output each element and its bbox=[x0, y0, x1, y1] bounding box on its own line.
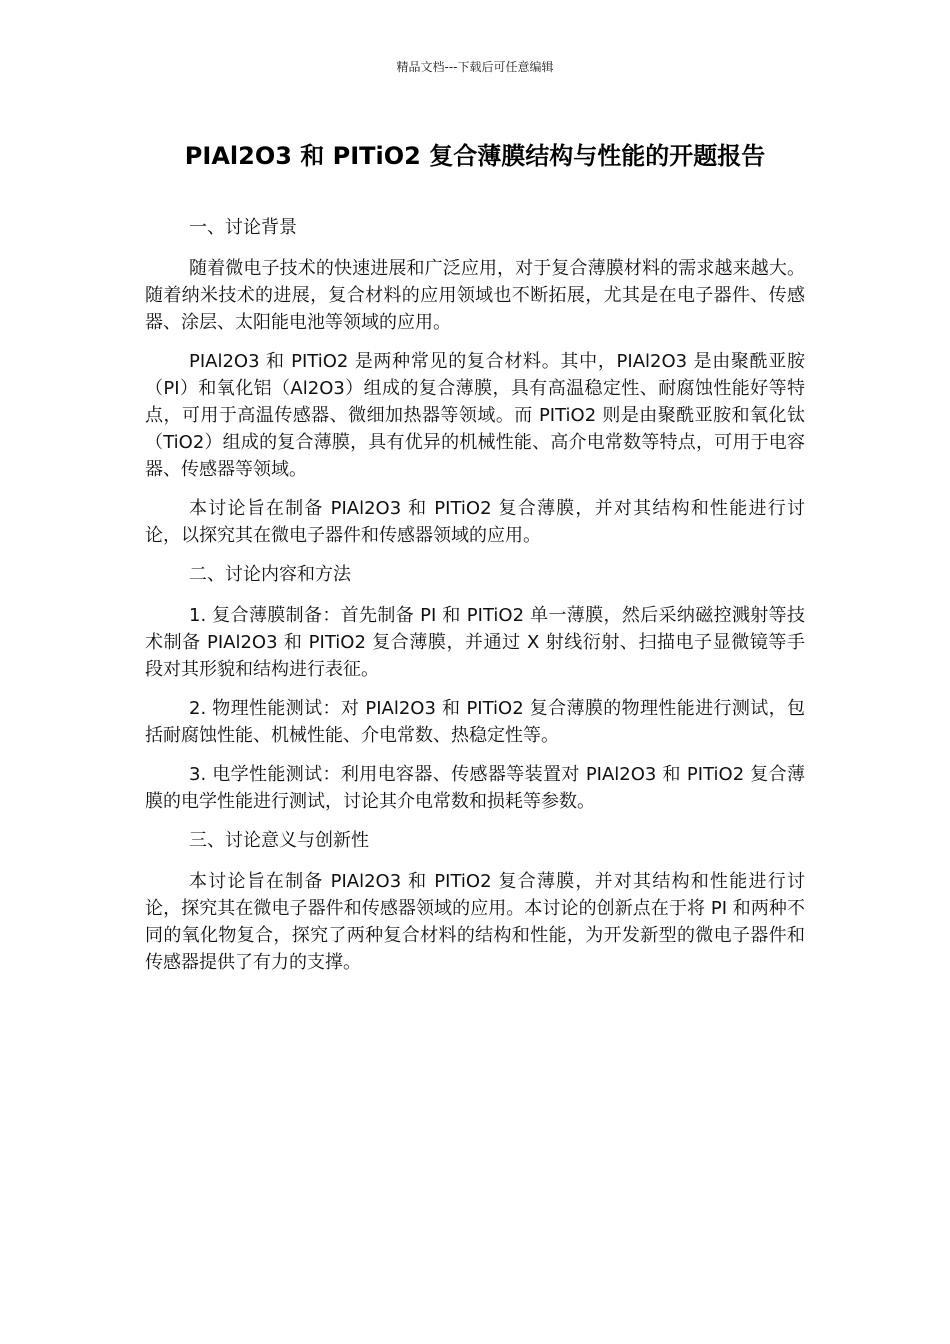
section-heading: 二、讨论内容和方法 bbox=[189, 564, 351, 585]
section-heading: 三、讨论意义与创新性 bbox=[189, 830, 369, 851]
header-note: 精品文档---下载后可任意编辑 bbox=[396, 60, 554, 74]
paragraph: 1. 复合薄膜制备：首先制备 PI 和 PITiO2 单一薄膜，然后采纳磁控溅射等技术制备 PIAl2O3 和 PITiO2 复合薄膜，并通过 X 射线衍射、扫描电子显微镜等手段对其形貌和结构进行表征。 bbox=[145, 605, 805, 680]
document-body bbox=[145, 214, 805, 988]
paragraph: 2. 物理性能测试：对 PIAl2O3 和 PITiO2 复合薄膜的物理性能进行测试，包括耐腐蚀性能、机械性能、介电常数、热稳定性等。 bbox=[145, 698, 805, 746]
paragraph: 本讨论旨在制备 PIAl2O3 和 PITiO2 复合薄膜，并对其结构和性能进行讨论，探究其在微电子器件和传感器领域的应用。本讨论的创新点在于将 PI 和两种不同的氧化物复合，探究了两种复合材料的结构和性能，为开发新型的微电子器件和传感器提供了有力的支撑。 bbox=[145, 871, 805, 973]
paragraph: 本讨论旨在制备 PIAl2O3 和 PITiO2 复合薄膜，并对其结构和性能进行讨论，以探究其在微电子器件和传感器领域的应用。 bbox=[145, 498, 805, 546]
document-title: PIAl2O3 和 PITiO2 复合薄膜结构与性能的开题报告 bbox=[184, 142, 766, 170]
section-background bbox=[145, 214, 805, 549]
section-heading: 一、讨论背景 bbox=[189, 217, 297, 238]
section-significance-and-innovation bbox=[145, 827, 805, 976]
paragraph: PIAl2O3 和 PITiO2 是两种常见的复合材料。其中，PIAl2O3 是由聚酰亚胺（PI）和氧化铝（Al2O3）组成的复合薄膜，具有高温稳定性、耐腐蚀性能好等特点，可用于高温传感器、微细加热器等领域。而 PITiO2 则是由聚酰亚胺和氧化钛（TiO2）组成的复合薄膜，具有优异的机械性能、高介电常数等特点，可用于电容器、传感器等领域。 bbox=[145, 351, 805, 480]
paragraph: 随着微电子技术的快速进展和广泛应用，对于复合薄膜材料的需求越来越大。随着纳米技术的进展，复合材料的应用领域也不断拓展，尤其是在电子器件、传感器、涂层、太阳能电池等领域的应用。 bbox=[145, 258, 805, 333]
section-content-and-methods bbox=[145, 561, 805, 815]
paragraph: 3. 电学性能测试：利用电容器、传感器等装置对 PIAl2O3 和 PITiO2 复合薄膜的电学性能进行测试，讨论其介电常数和损耗等参数。 bbox=[145, 764, 805, 812]
